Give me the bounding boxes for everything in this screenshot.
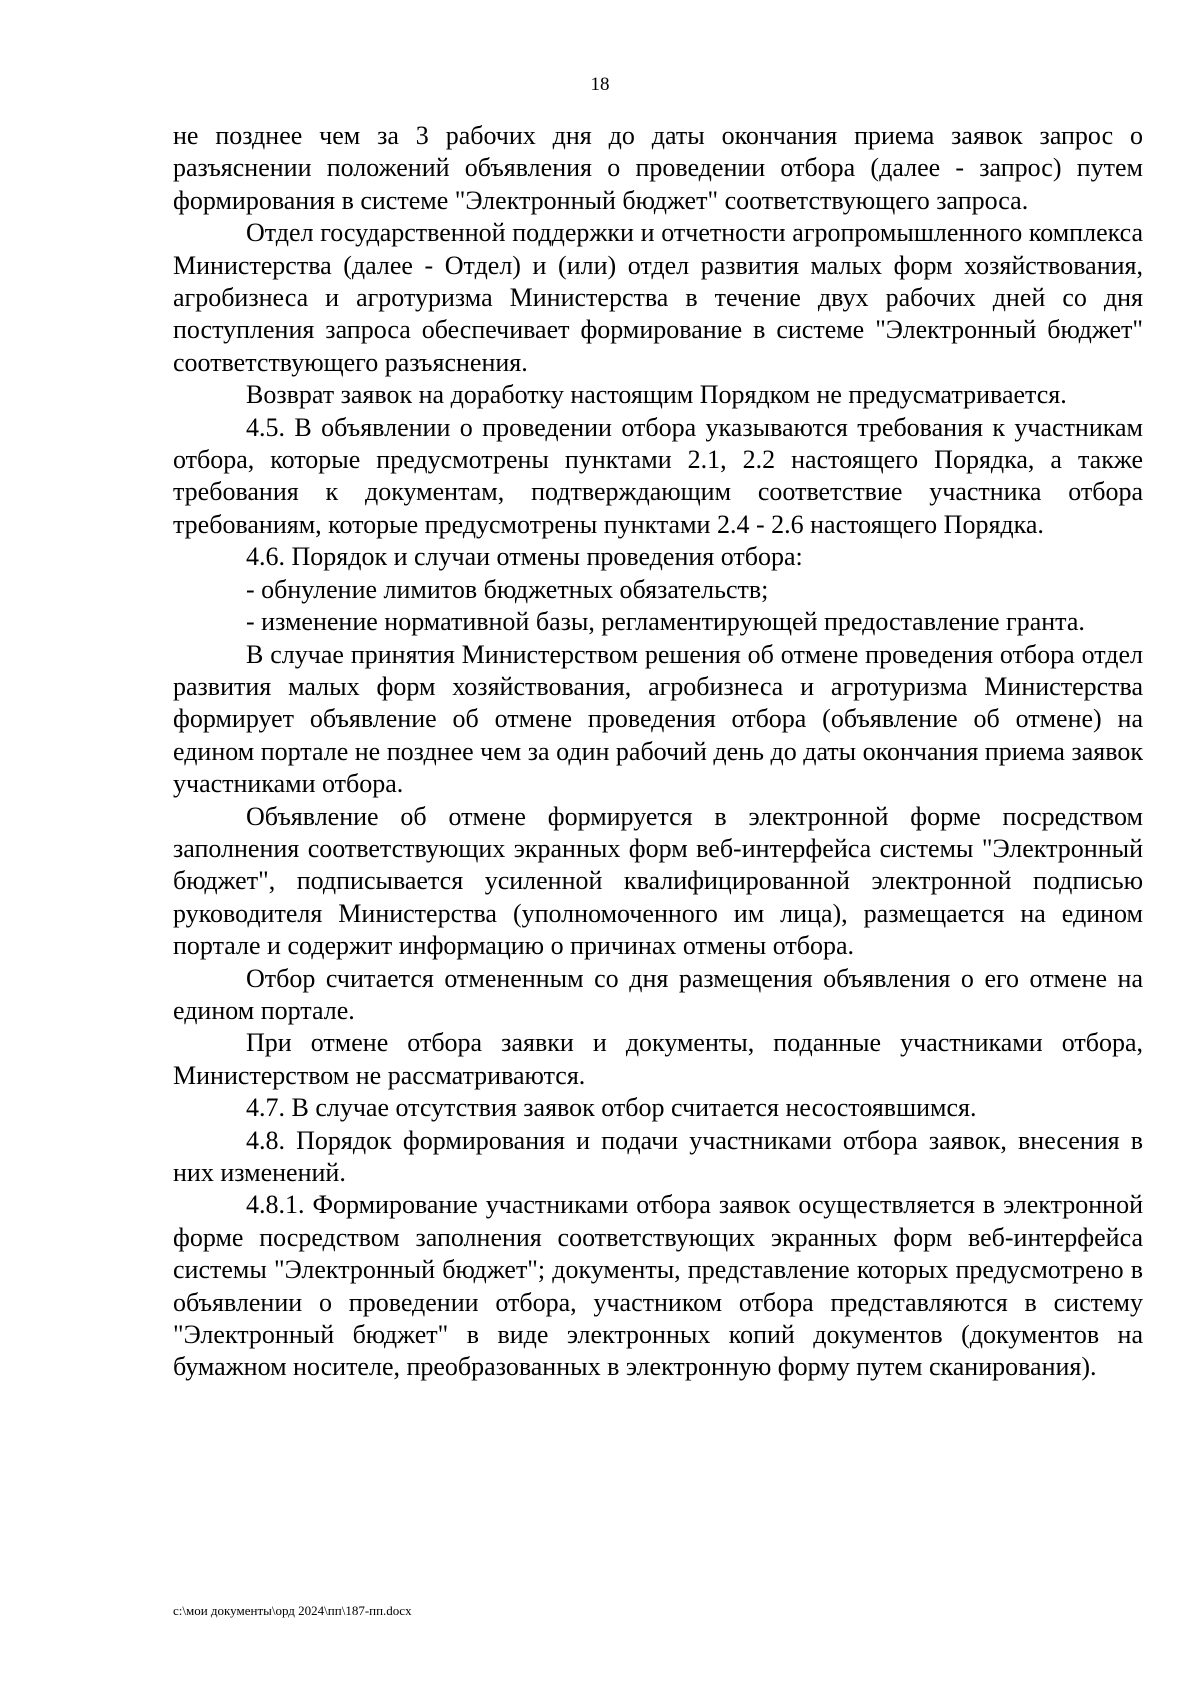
- paragraph-department-clarification: Отдел государственной поддержки и отчетности агропромышленного комплекса Министерства (далее - Отдел) и (или) отдел развития малых форм хозяйствования, агробизнеса и агротуризма Министерства в течение двух рабочих дней со дня поступления запроса обеспечивает формирование в системе "Электронный бюджет" соответствующего разъяснения.: [173, 218, 1143, 377]
- paragraph-4-7: 4.7. В случае отсутствия заявок отбор считается несостоявшимся.: [246, 1093, 977, 1123]
- footer-file-path: c:\мои документы\орд 2024\пп\187-пп.docx: [173, 1603, 412, 1618]
- paragraph-4-8-1: 4.8.1. Формирование участниками отбора заявок осуществляется в электронной форме посредством заполнения соответствующих экранных форм веб-интерфейса системы "Электронный бюджет"; документы, представление которых предусмотрено в объявлении о проведении отбора, участником отбора представляются в систему "Электронный бюджет" в виде электронных копий документов (документов на бумажном носителе, преобразованных в электронную форму путем сканирования).: [173, 1190, 1143, 1382]
- paragraph-cancellation-decision: В случае принятия Министерством решения об отмене проведения отбора отдел развития малых форм хозяйствования, агробизнеса и агротуризма Министерства формирует объявление об отмене проведения отбора (объявление об отмене) на едином портале не позднее чем за один рабочий день до даты окончания приема заявок участниками отбора.: [173, 639, 1143, 799]
- paragraph-cancellation-effective: Отбор считается отмененным со дня размещения объявления о его отмене на едином портале.: [173, 963, 1143, 1025]
- document-body: [173, 120, 1143, 1384]
- paragraph-4-6: 4.6. Порядок и случаи отмены проведения отбора:: [246, 542, 803, 572]
- paragraph-cancellation-notice: Объявление об отмене формируется в электронной форме посредством заполнения соответствующих экранных форм веб-интерфейса системы "Электронный бюджет", подписывается усиленной квалифицированной электронной подписью руководителя Министерства (уполномоченного им лица), размещается на едином портале и содержит информацию о причинах отмены отбора.: [173, 801, 1143, 961]
- page-number: 18: [590, 74, 610, 95]
- paragraph-no-return: Возврат заявок на доработку настоящим Порядком не предусматривается.: [246, 380, 1067, 410]
- list-item-nullification: - обнуление лимитов бюджетных обязательств;: [246, 574, 769, 604]
- paragraph-4-5: 4.5. В объявлении о проведении отбора указываются требования к участникам отбора, которые предусмотрены пунктами 2.1, 2.2 настоящего Порядка, а также требования к документам, подтверждающим соответствие участника отбора требованиям, которые предусмотрены пунктами 2.4 - 2.6 настоящего Порядка.: [173, 412, 1143, 539]
- paragraph-applications-not-reviewed: При отмене отбора заявки и документы, поданные участниками отбора, Министерством не рассматриваются.: [173, 1028, 1143, 1090]
- paragraph-4-8: 4.8. Порядок формирования и подачи участниками отбора заявок, внесения в них изменений.: [173, 1125, 1143, 1187]
- paragraph-continuation: не позднее чем за 3 рабочих дня до даты окончания приема заявок запрос о разъяснении положений объявления о проведении отбора (далее - запрос) путем формирования в системе "Электронный бюджет" соответствующего запроса.: [173, 121, 1143, 215]
- list-item-regulation-change: - изменение нормативной базы, регламентирующей предоставление гранта.: [246, 607, 1085, 637]
